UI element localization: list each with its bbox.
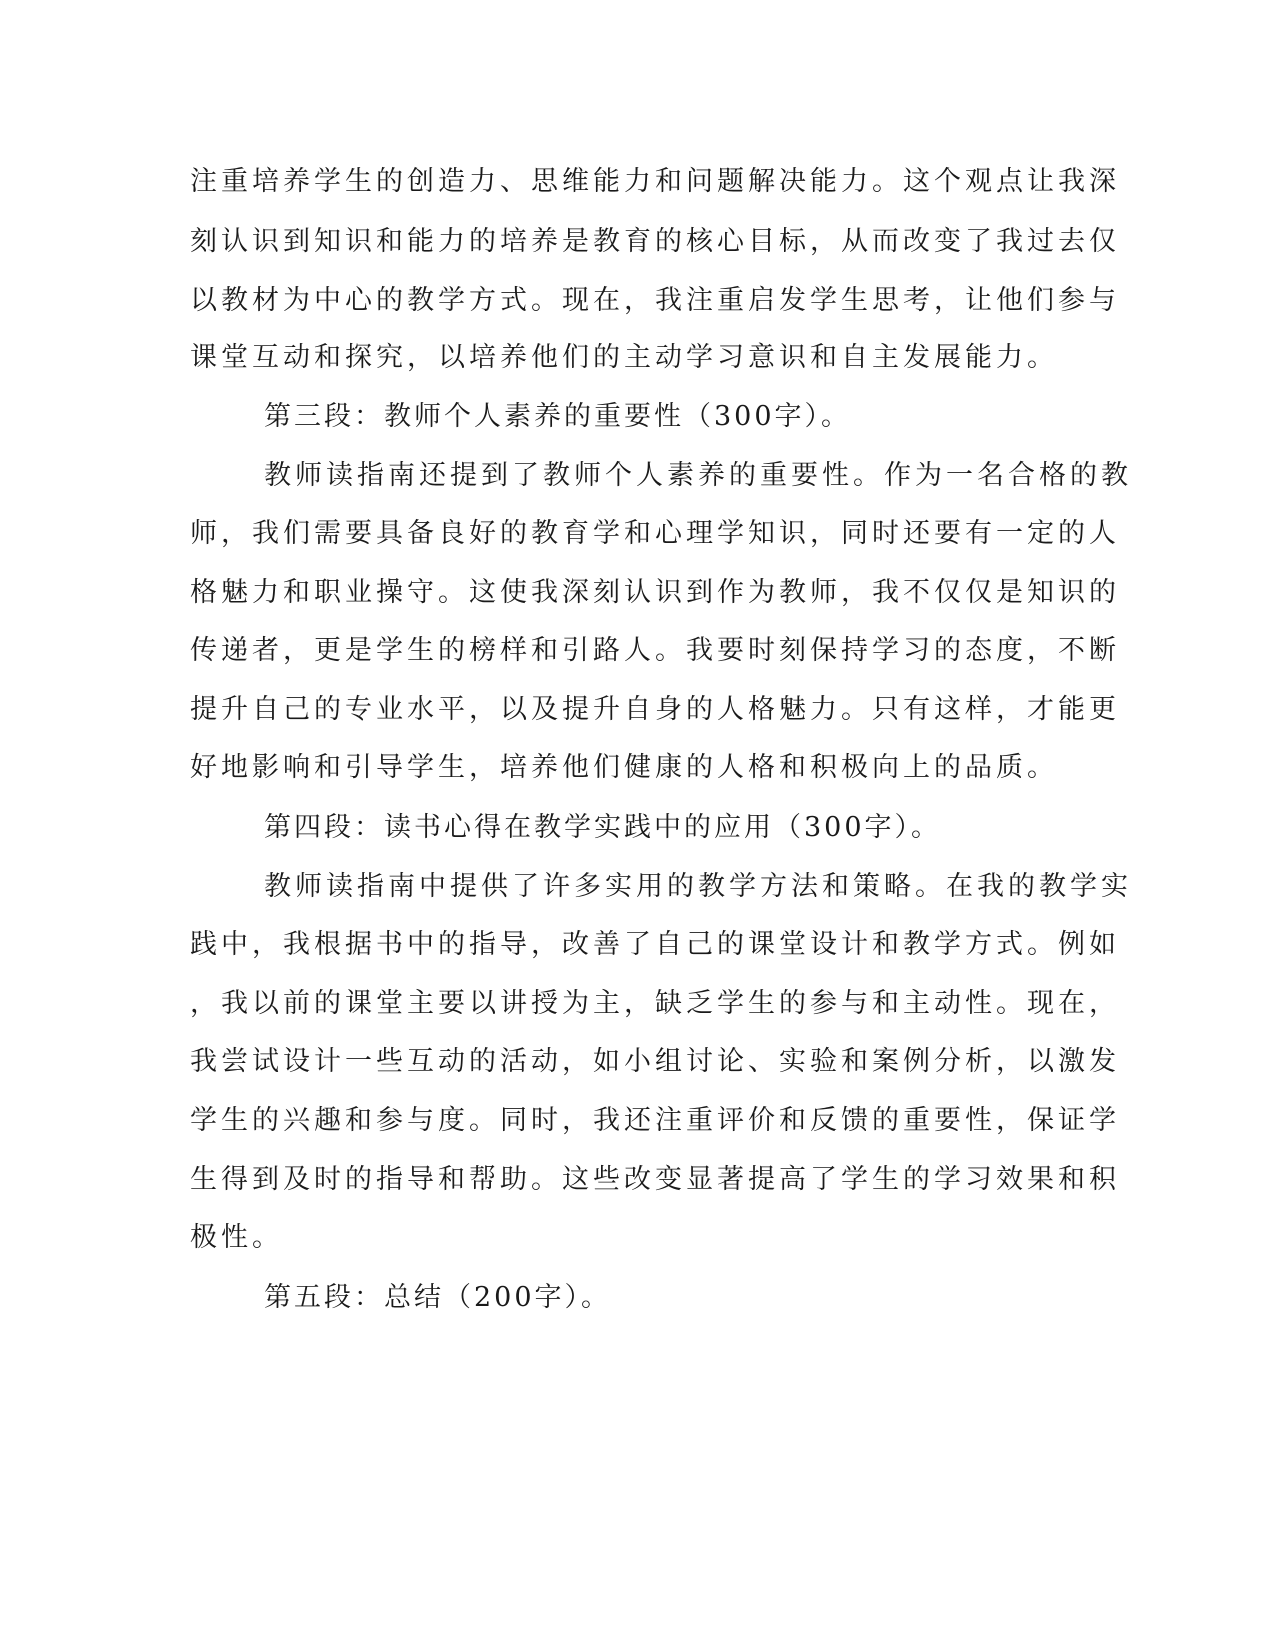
body-line: 生得到及时的指导和帮助。这些改变显著提高了学生的学习效果和积 bbox=[190, 1164, 1120, 1195]
body-line: 格魅力和职业操守。这使我深刻认识到作为教师，我不仅仅是知识的 bbox=[190, 577, 1120, 608]
section-heading-4: 第四段：读书心得在教学实践中的应用（300字）。 bbox=[264, 812, 942, 843]
body-line: 刻认识到知识和能力的培养是教育的核心目标，从而改变了我过去仅 bbox=[190, 226, 1120, 257]
body-line: 我尝试设计一些互动的活动，如小组讨论、实验和案例分析，以激发 bbox=[190, 1046, 1120, 1077]
body-line: 以教材为中心的教学方式。现在，我注重启发学生思考，让他们参与 bbox=[190, 285, 1120, 316]
body-line: 学生的兴趣和参与度。同时，我还注重评价和反馈的重要性，保证学 bbox=[190, 1105, 1120, 1136]
body-line: 课堂互动和探究，以培养他们的主动学习意识和自主发展能力。 bbox=[190, 342, 1058, 373]
section-heading-5: 第五段：总结（200字）。 bbox=[264, 1282, 612, 1313]
section-heading-3: 第三段：教师个人素养的重要性（300字）。 bbox=[264, 401, 852, 432]
body-line: 践中，我根据书中的指导，改善了自己的课堂设计和教学方式。例如 bbox=[190, 929, 1120, 960]
body-line: 好地影响和引导学生，培养他们健康的人格和积极向上的品质。 bbox=[190, 752, 1058, 783]
body-line: ，我以前的课堂主要以讲授为主，缺乏学生的参与和主动性。现在， bbox=[190, 988, 1120, 1019]
body-line: 教师读指南中提供了许多实用的教学方法和策略。在我的教学实 bbox=[264, 871, 1132, 902]
body-line: 教师读指南还提到了教师个人素养的重要性。作为一名合格的教 bbox=[264, 460, 1132, 491]
body-line: 提升自己的专业水平，以及提升自身的人格魅力。只有这样，才能更 bbox=[190, 694, 1120, 725]
body-line: 注重培养学生的创造力、思维能力和问题解决能力。这个观点让我深 bbox=[190, 166, 1120, 197]
body-line: 极性。 bbox=[190, 1222, 283, 1253]
body-line: 传递者，更是学生的榜样和引路人。我要时刻保持学习的态度，不断 bbox=[190, 635, 1120, 666]
body-line: 师，我们需要具备良好的教育学和心理学知识，同时还要有一定的人 bbox=[190, 518, 1120, 549]
